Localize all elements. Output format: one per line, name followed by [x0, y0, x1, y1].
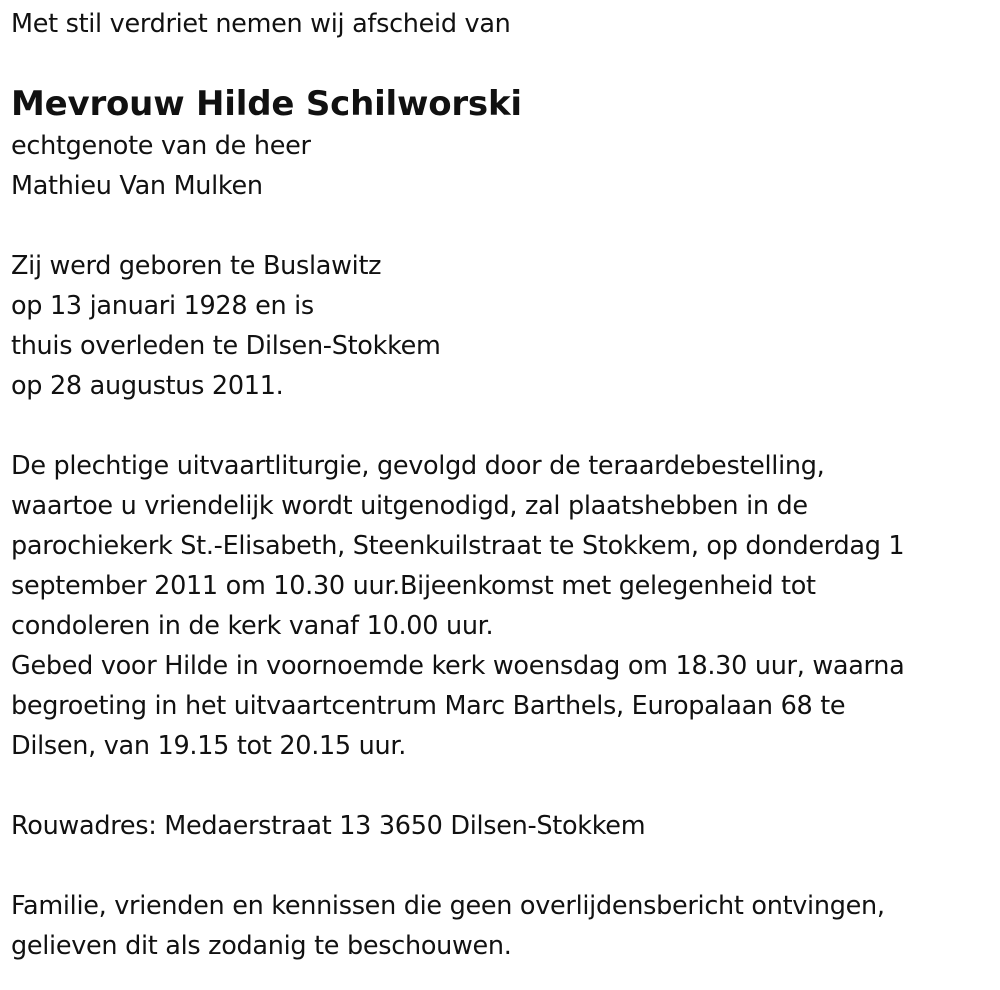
spouse-block: [11, 126, 991, 206]
birth-death-block: [11, 246, 991, 406]
birth-death-line: op 13 januari 1928 en is: [11, 291, 314, 321]
spouse-line: Mathieu Van Mulken: [11, 171, 263, 201]
closing-line: Familie, vrienden en kennissen die geen overlijdensbericht ontvingen,: [11, 891, 885, 921]
spouse-line: echtgenote van de heer: [11, 131, 311, 161]
ceremony-line: Gebed voor Hilde in voornoemde kerk woensdag om 18.30 uur, waarna: [11, 651, 905, 681]
birth-death-line: op 28 augustus 2011.: [11, 371, 284, 401]
ceremony-line: september 2011 om 10.30 uur.Bijeenkomst met gelegenheid tot: [11, 571, 816, 601]
ceremony-line: begroeting in het uitvaartcentrum Marc Barthels, Europalaan 68 te: [11, 691, 846, 721]
ceremony-line: parochiekerk St.-Elisabeth, Steenkuilstraat te Stokkem, op donderdag 1: [11, 531, 905, 561]
ceremony-line: De plechtige uitvaartliturgie, gevolgd door de teraardebestelling,: [11, 451, 825, 481]
ceremony-line: waartoe u vriendelijk wordt uitgenodigd, zal plaatshebben in de: [11, 491, 808, 521]
closing-line: gelieven dit als zodanig te beschouwen.: [11, 931, 512, 961]
closing-block: [11, 886, 991, 966]
ceremony-line: Dilsen, van 19.15 tot 20.15 uur.: [11, 731, 407, 761]
ceremony-block: [11, 446, 991, 766]
birth-death-line: thuis overleden te Dilsen-Stokkem: [11, 331, 441, 361]
ceremony-line: condoleren in de kerk vanaf 10.00 uur.: [11, 611, 494, 641]
obituary-notice: [11, 4, 991, 966]
mourning-address: Rouwadres: Medaerstraat 13 3650 Dilsen-Stokkem: [11, 811, 646, 841]
intro-text: Met stil verdriet nemen wij afscheid van: [11, 9, 511, 39]
deceased-name: Mevrouw Hilde Schilworski: [11, 84, 522, 124]
birth-death-line: Zij werd geboren te Buslawitz: [11, 251, 382, 281]
